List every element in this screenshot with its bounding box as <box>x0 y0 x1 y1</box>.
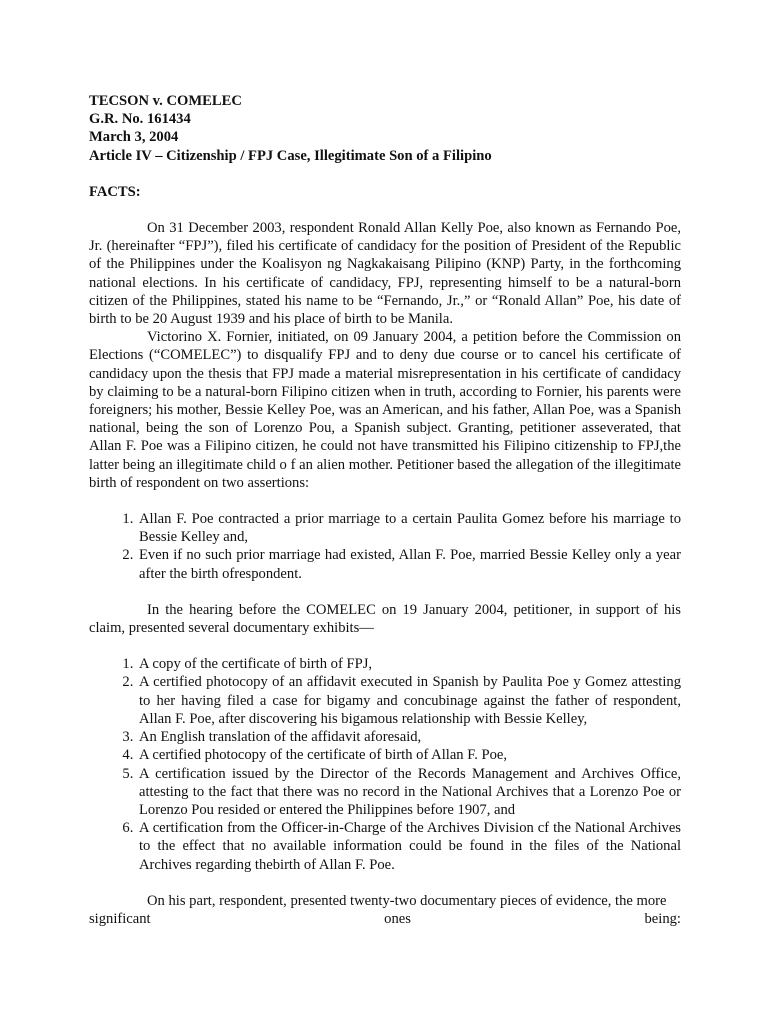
paragraph-certificate-of-candidacy: On 31 December 2003, respondent Ronald Allan Kelly Poe, also known as Fernando Poe, Jr. (hereinafter “FPJ”), filed his certificate of candidacy for the position of President of the Republic of the Philippines under the Koalisyon ng Nagkakaisang Pilipino (KNP) Party, in the forthcoming national elections. In his certificate of candidacy, FPJ, representing himself to be a natural-born citizen of the Philippines, stated his name to be “Fernando, Jr.,” or “Ronald Allan” Poe, his date of birth to be 20 August 1939 and his place of birth to be Manila. <box>89 220 681 328</box>
case-title: TECSON v. COMELEC <box>89 93 242 109</box>
list-item: 3. An English translation of the affidavit aforesaid, <box>137 728 681 746</box>
list-item: 1. Allan F. Poe contracted a prior marriage to a certain Paulita Gomez before his marriage to Bessie Kelley and, <box>137 510 681 546</box>
facts-heading: FACTS: <box>89 183 141 200</box>
document-page <box>89 92 681 928</box>
last-line-word: significant <box>89 910 151 927</box>
paragraph-last-line <box>89 910 681 928</box>
decision-date: March 3, 2004 <box>89 129 179 146</box>
paragraph-petition: Victorino X. Fornier, initiated, on 09 January 2004, a petition before the Commission on Elections (“COMELEC”) to disqualify FPJ and to deny due course or to cancel his certificate of candidacy upon the thesis that FPJ made a material misrepresentation in his certificate of candidacy by claiming to be a natural-born Filipino citizen when in truth, according to Fornier, his parents were foreigners; his mother, Bessie Kelley Poe, was an American, and his father, Allan Poe, was a Spanish national, being the son of Lorenzo Pou, a Spanish subject. Granting, petitioner asseverated, that Allan F. Poe was a Filipino citizen, he could not have transmitted his Filipino citizenship to FPJ,the latter being an illegitimate child o f an alien mother. Petitioner based the allegation of the illegitimate birth of respondent on two assertions: <box>89 329 681 491</box>
exhibits-list <box>89 655 681 873</box>
paragraph-respondent-evidence: On his part, respondent, presented twenty-two documentary pieces of evidence, the more <box>147 892 667 909</box>
article-heading: Article IV – Citizenship / FPJ Case, Illegitimate Son of a Filipino <box>89 147 492 164</box>
last-line-word: ones <box>384 910 411 927</box>
list-item: 2. A certified photocopy of an affidavit executed in Spanish by Paulita Poe y Gomez attesting to her having filed a case for bigamy and concubinage against the father of respondent, Allan F. Poe, after discovering his bigamous relationship with Bessie Kelley, <box>137 673 681 728</box>
gr-number: G.R. No. 161434 <box>89 111 191 128</box>
assertions-list <box>89 510 681 583</box>
paragraph-hearing: In the hearing before the COMELEC on 19 January 2004, petitioner, in support of his claim, presented several documentary exhibits— <box>89 601 681 637</box>
list-item: 6. A certification from the Officer-in-Charge of the Archives Division cf the National Archives to the effect that no available information could be found in the files of the National Archives regarding thebirth of Allan F. Poe. <box>137 819 681 874</box>
last-line-word: being: <box>644 910 681 927</box>
list-item: 5. A certification issued by the Director of the Records Management and Archives Office, attesting to the fact that there was no record in the National Archives that a Lorenzo Poe or Lorenzo Pou resided or entered the Philippines before 1907, and <box>137 765 681 820</box>
list-item: 1. A copy of the certificate of birth of FPJ, <box>137 655 681 673</box>
list-item: 2. Even if no such prior marriage had existed, Allan F. Poe, married Bessie Kelley only a year after the birth ofrespondent. <box>137 546 681 582</box>
list-item: 4. A certified photocopy of the certificate of birth of Allan F. Poe, <box>137 746 681 764</box>
